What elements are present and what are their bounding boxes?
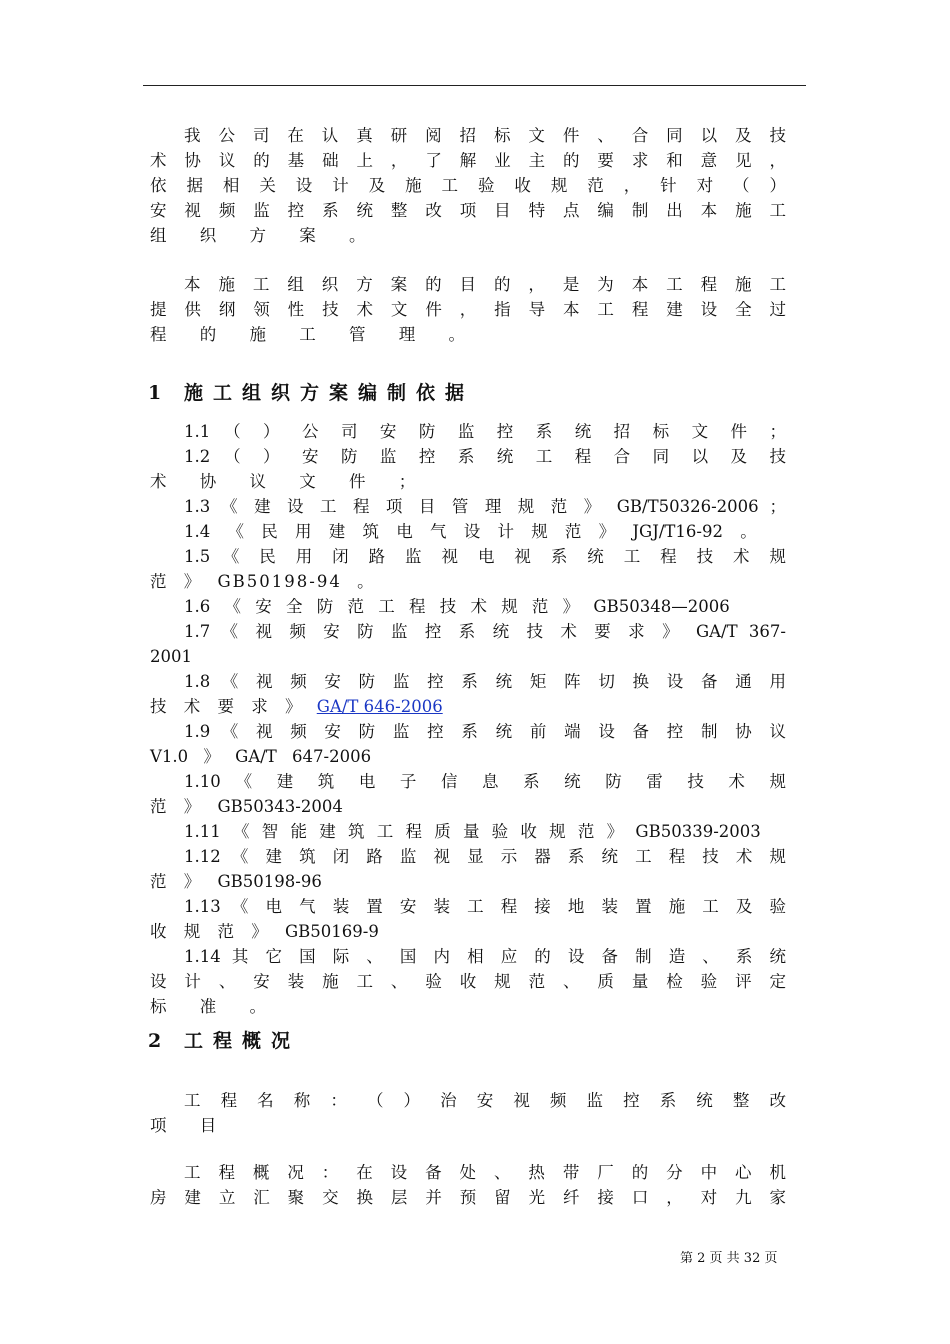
- list-item: 术 协 议 文 件 ；: [150, 472, 430, 491]
- list-item: 1.1 （ ） 公 司 安 防 监 控 系 统 招 标 文 件 ；: [184, 422, 786, 441]
- list-item: 1.11 《 智 能 建 筑 工 程 质 量 验 收 规 范 》 GB50339-2003: [184, 822, 761, 841]
- intro-paragraph-1: [150, 123, 786, 248]
- section-2-paragraph-1: [150, 1088, 786, 1138]
- list-item: 范 》 GB50343-2004: [150, 797, 343, 816]
- text-line: 提 供 纲 领 性 技 术 文 件 ， 指 导 本 工 程 建 设 全 过: [150, 300, 786, 319]
- list-item: 1.10 《 建 筑 电 子 信 息 系 统 防 雷 技 术 规: [184, 772, 786, 791]
- list-item: 1.8 《 视 频 安 防 监 控 系 统 矩 阵 切 换 设 备 通 用: [184, 672, 786, 691]
- text-line: 依 据 相 关 设 计 及 施 工 验 收 规 范 ， 针 对 （ ）: [150, 176, 786, 195]
- intro-paragraph-2: [150, 272, 786, 347]
- header-rule: [143, 85, 806, 86]
- list-item: V1.0 》 GA/T 647-2006: [150, 747, 372, 766]
- section-1-list: [150, 419, 786, 1019]
- text-line: 工 程 名 称 ： （ ） 治 安 视 频 监 控 系 统 整 改: [184, 1091, 786, 1110]
- section-title: 工程概况: [184, 1030, 301, 1052]
- list-item: 标 准 。: [150, 997, 280, 1016]
- list-item: 1.2 （ ） 安 防 监 控 系 统 工 程 合 同 以 及 技: [184, 447, 786, 466]
- text-line: 安 视 频 监 控 系 统 整 改 项 目 特 点 编 制 出 本 施 工: [150, 201, 786, 220]
- section-title: 施工组织方案编制依据: [184, 382, 475, 404]
- list-item: 收 规 范 》 GB50169-9: [150, 922, 379, 941]
- text-line: 术 协 议 的 基 础 上 ， 了 解 业 主 的 要 求 和 意 见 ，: [150, 151, 786, 170]
- list-item: 1.4 《 民 用 建 筑 电 气 设 计 规 范 》 JGJ/T16-92 。: [184, 522, 757, 541]
- list-item: 1.14 其 它 国 际 、 国 内 相 应 的 设 备 制 造 、 系 统: [184, 947, 786, 966]
- section-2-heading: [148, 1027, 300, 1055]
- text-line: 程 的 施 工 管 理 。: [150, 325, 479, 344]
- list-item: 设 计 、 安 装 施 工 、 验 收 规 范 、 质 量 检 验 评 定: [150, 972, 786, 991]
- standard-link[interactable]: GA/T 646-2006: [316, 697, 443, 716]
- list-item: 范 》 GB50198-94 。: [150, 572, 376, 591]
- text-line: 组 织 方 案 。: [150, 226, 380, 245]
- text-line: 本 施 工 组 织 方 案 的 目 的 ， 是 为 本 工 程 施 工: [184, 275, 786, 294]
- list-item-text: 技 术 要 求 》: [150, 697, 302, 716]
- list-item: 1.13 《 电 气 装 置 安 装 工 程 接 地 装 置 施 工 及 验: [184, 897, 786, 916]
- section-number: 1: [148, 382, 162, 404]
- text-line: 我 公 司 在 认 真 研 阅 招 标 文 件 、 合 同 以 及 技: [184, 126, 786, 145]
- list-item: 1.5 《 民 用 闭 路 监 视 电 视 系 统 工 程 技 术 规: [184, 547, 786, 566]
- page-footer: 第 2 页 共 32 页: [680, 1251, 778, 1266]
- text-line: 工 程 概 况 ： 在 设 备 处 、 热 带 厂 的 分 中 心 机: [184, 1163, 786, 1182]
- text-line: 项 目: [150, 1116, 231, 1135]
- section-2-paragraph-2: [150, 1160, 786, 1210]
- list-item: 1.9 《 视 频 安 防 监 控 系 统 前 端 设 备 控 制 协 议: [184, 722, 786, 741]
- list-item: 2001: [150, 647, 192, 666]
- list-item: 范 》 GB50198-96: [150, 872, 322, 891]
- list-item: [150, 694, 786, 719]
- list-item: 1.7 《 视 频 安 防 监 控 系 统 技 术 要 求 》 GA/T 367-: [184, 622, 786, 641]
- text-line: 房 建 立 汇 聚 交 换 层 并 预 留 光 纤 接 口 ， 对 九 家: [150, 1188, 786, 1207]
- list-item: 1.3 《 建 设 工 程 项 目 管 理 规 范 》 GB/T50326-2006 ；: [184, 497, 786, 516]
- section-number: 2: [148, 1030, 162, 1052]
- section-1-heading: [148, 379, 474, 407]
- list-item: 1.12 《 建 筑 闭 路 监 视 显 示 器 系 统 工 程 技 术 规: [184, 847, 786, 866]
- list-item: 1.6 《 安 全 防 范 工 程 技 术 规 范 》 GB50348—2006: [184, 597, 730, 616]
